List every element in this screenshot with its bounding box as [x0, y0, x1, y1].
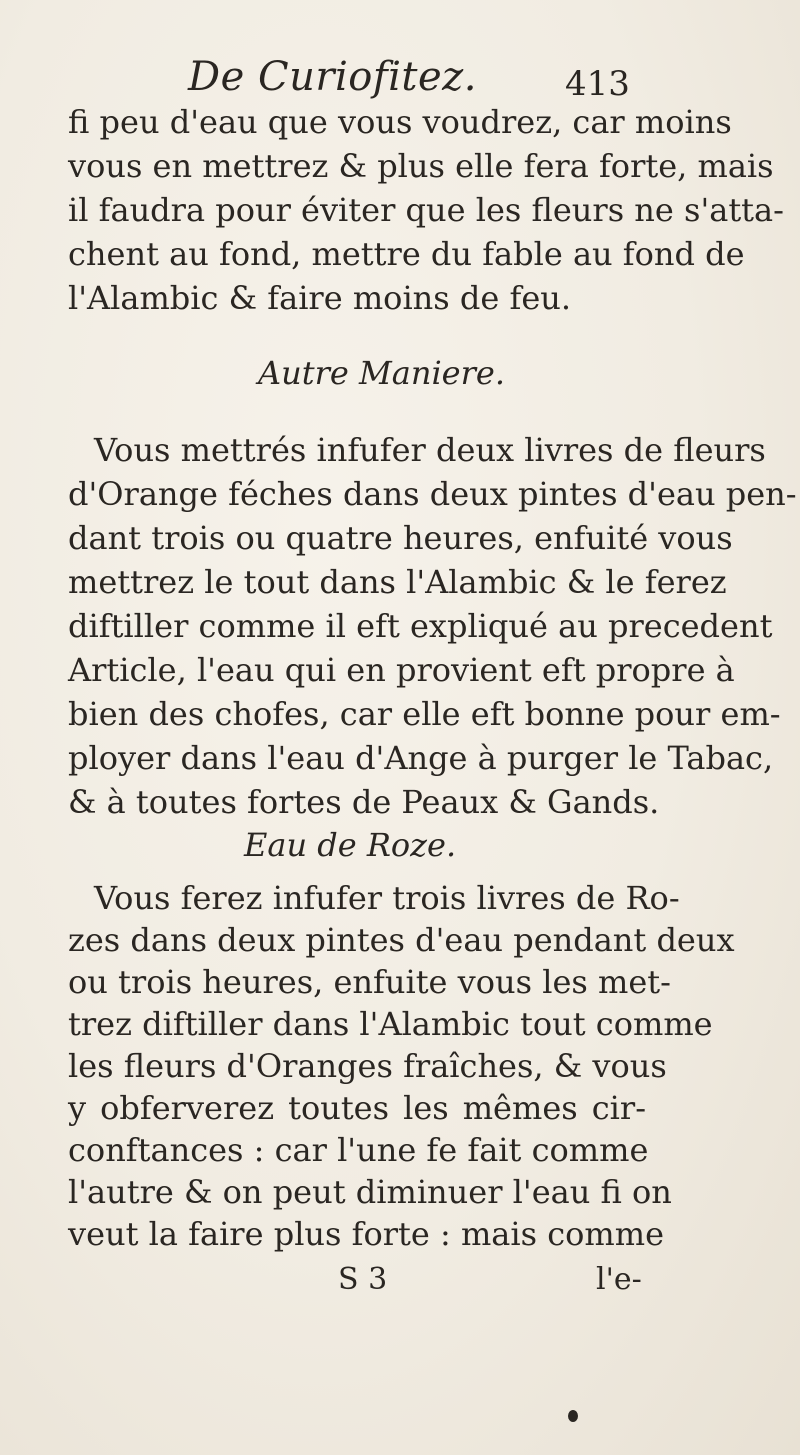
text-line: vous en mettrez & plus elle fera forte, mais: [68, 147, 774, 185]
text-line: ou trois heures, enfuite vous les met-: [68, 963, 671, 1001]
text-line: l'autre & on peut diminuer l'eau fi on: [68, 1173, 672, 1211]
text-line: veut la faire plus forte : mais comme: [68, 1215, 665, 1253]
text-line: il faudra pour éviter que les fleurs ne s'atta-: [68, 191, 784, 229]
section-heading: Eau de Roze.: [244, 826, 457, 864]
text-line: diftiller comme il eft expliqué au precedent: [68, 607, 773, 645]
text-line: les fleurs d'Oranges fraîches, & vous: [68, 1047, 667, 1085]
text-line: Article, l'eau qui en provient eft propre à: [68, 651, 735, 689]
text-line: mettrez le tout dans l'Alambic & le ferez: [68, 563, 727, 601]
running-head-title: De Curiofitez.: [188, 54, 477, 100]
text-line: zes dans deux pintes d'eau pendant deux: [68, 921, 735, 959]
catchword: l'e-: [596, 1262, 642, 1297]
text-line: ployer dans l'eau d'Ange à purger le Tabac,: [68, 739, 774, 777]
text-line: conftances : car l'une fe fait comme: [68, 1131, 649, 1169]
text-line: y obferverez toutes les mêmes cir-: [68, 1089, 646, 1127]
text-line: chent au fond, mettre du fable au fond de: [68, 235, 745, 273]
text-line: bien des chofes, car elle eft bonne pour em-: [68, 695, 781, 733]
text-line: Vous mettrés infufer deux livres de fleurs: [94, 431, 766, 469]
signature-mark: S 3: [338, 1262, 388, 1297]
text-line: l'Alambic & faire moins de feu.: [68, 279, 572, 317]
section-heading: Autre Maniere.: [258, 354, 506, 392]
text-line: Vous ferez infufer trois livres de Ro-: [94, 879, 680, 917]
text-line: dant trois ou quatre heures, enfuité vous: [68, 519, 733, 557]
text-line: trez diftiller dans l'Alambic tout comme: [68, 1005, 713, 1043]
text-line: & à toutes fortes de Peaux & Gands.: [68, 783, 660, 821]
page-number: 413: [565, 64, 630, 104]
text-line: fi peu d'eau que vous voudrez, car moins: [68, 103, 732, 141]
text-line: d'Orange féches dans deux pintes d'eau pen-: [68, 475, 797, 513]
ink-blot: [568, 1410, 578, 1422]
